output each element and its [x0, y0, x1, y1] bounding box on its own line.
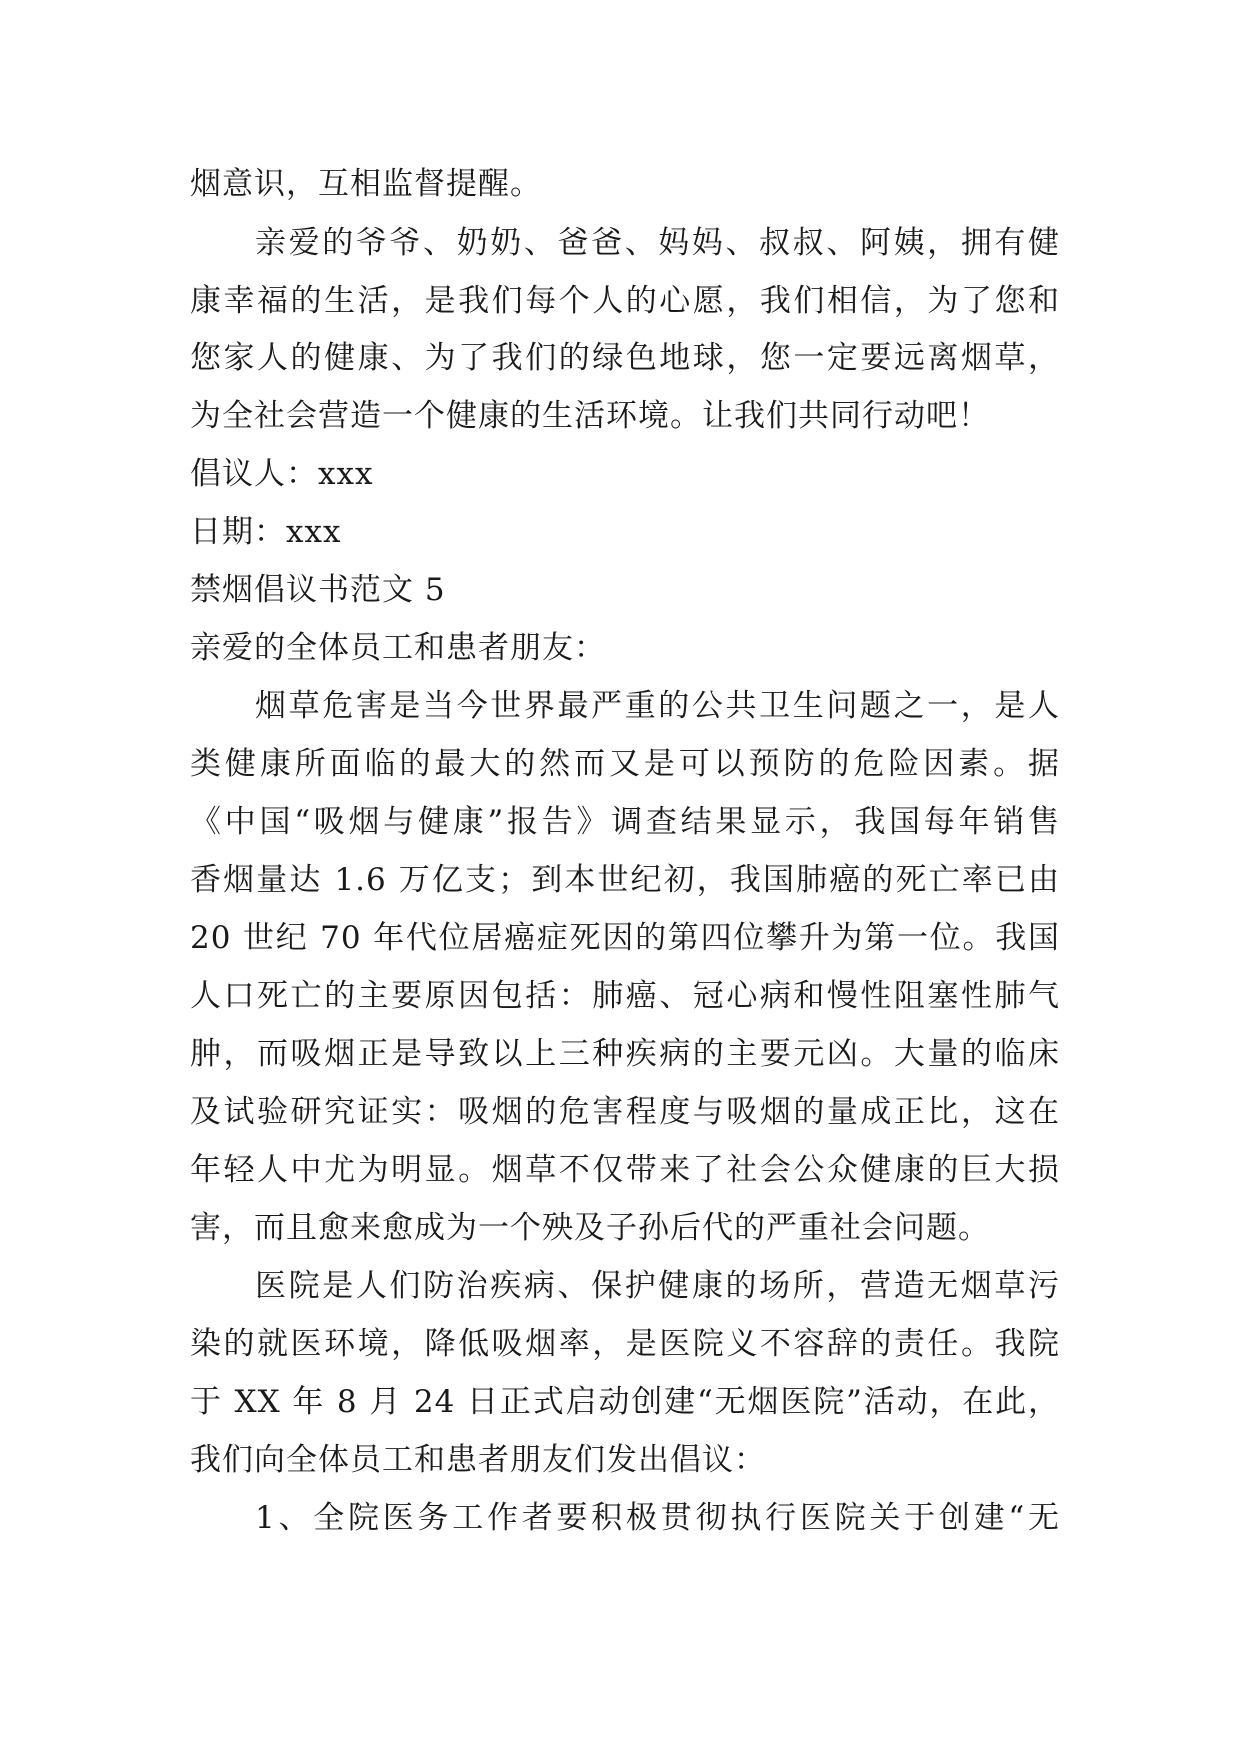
- text-line: 于 XX 年 8 月 24 日正式启动创建“无烟医院”活动，在此，: [190, 1384, 1060, 1420]
- text-line: 倡议人：xxx: [190, 456, 374, 492]
- text-line: 您家人的健康、为了我们的绿色地球，您一定要远离烟草，: [190, 340, 1060, 376]
- text-line: 医院是人们防治疾病、保护健康的场所，营造无烟草污: [255, 1268, 1060, 1304]
- text-line: 肿，而吸烟正是导致以上三种疾病的主要元凶。大量的临床: [190, 1036, 1060, 1072]
- text-line: 染的就医环境，降低吸烟率，是医院义不容辞的责任。我院: [190, 1326, 1060, 1362]
- section-heading: 禁烟倡议书范文 5: [190, 572, 446, 608]
- text-line: 亲爱的爷爷、奶奶、爸爸、妈妈、叔叔、阿姨，拥有健: [255, 225, 1060, 261]
- text-line: 20 世纪 70 年代位居癌症死因的第四位攀升为第一位。我国: [190, 920, 1060, 956]
- text-line: 香烟量达 1.6 万亿支；到本世纪初，我国肺癌的死亡率已由: [190, 862, 1060, 898]
- text-line: 烟草危害是当今世界最严重的公共卫生问题之一，是人: [255, 688, 1060, 724]
- text-line: 1、全院医务工作者要积极贯彻执行医院关于创建“无: [255, 1500, 1060, 1536]
- text-line: 《中国“吸烟与健康”报告》调查结果显示，我国每年销售: [190, 804, 1060, 840]
- text-line: 类健康所面临的最大的然而又是可以预防的危险因素。据: [190, 746, 1060, 782]
- text-line: 日期：xxx: [190, 514, 342, 550]
- salutation: 亲爱的全体员工和患者朋友：: [190, 630, 606, 666]
- text-line: 人口死亡的主要原因包括：肺癌、冠心病和慢性阻塞性肺气: [190, 978, 1060, 1014]
- text-line: 康幸福的生活，是我们每个人的心愿，我们相信，为了您和: [190, 283, 1060, 319]
- text-line: 及试验研究证实：吸烟的危害程度与吸烟的量成正比，这在: [190, 1094, 1060, 1130]
- text-line: 害，而且愈来愈成为一个殃及子孙后代的严重社会问题。: [190, 1210, 990, 1246]
- text-line: 烟意识，互相监督提醒。: [190, 166, 542, 202]
- text-line: 年轻人中尤为明显。烟草不仅带来了社会公众健康的巨大损: [190, 1152, 1060, 1188]
- text-line: 为全社会营造一个健康的生活环境。让我们共同行动吧！: [190, 398, 990, 434]
- text-line: 我们向全体员工和患者朋友们发出倡议：: [190, 1442, 766, 1478]
